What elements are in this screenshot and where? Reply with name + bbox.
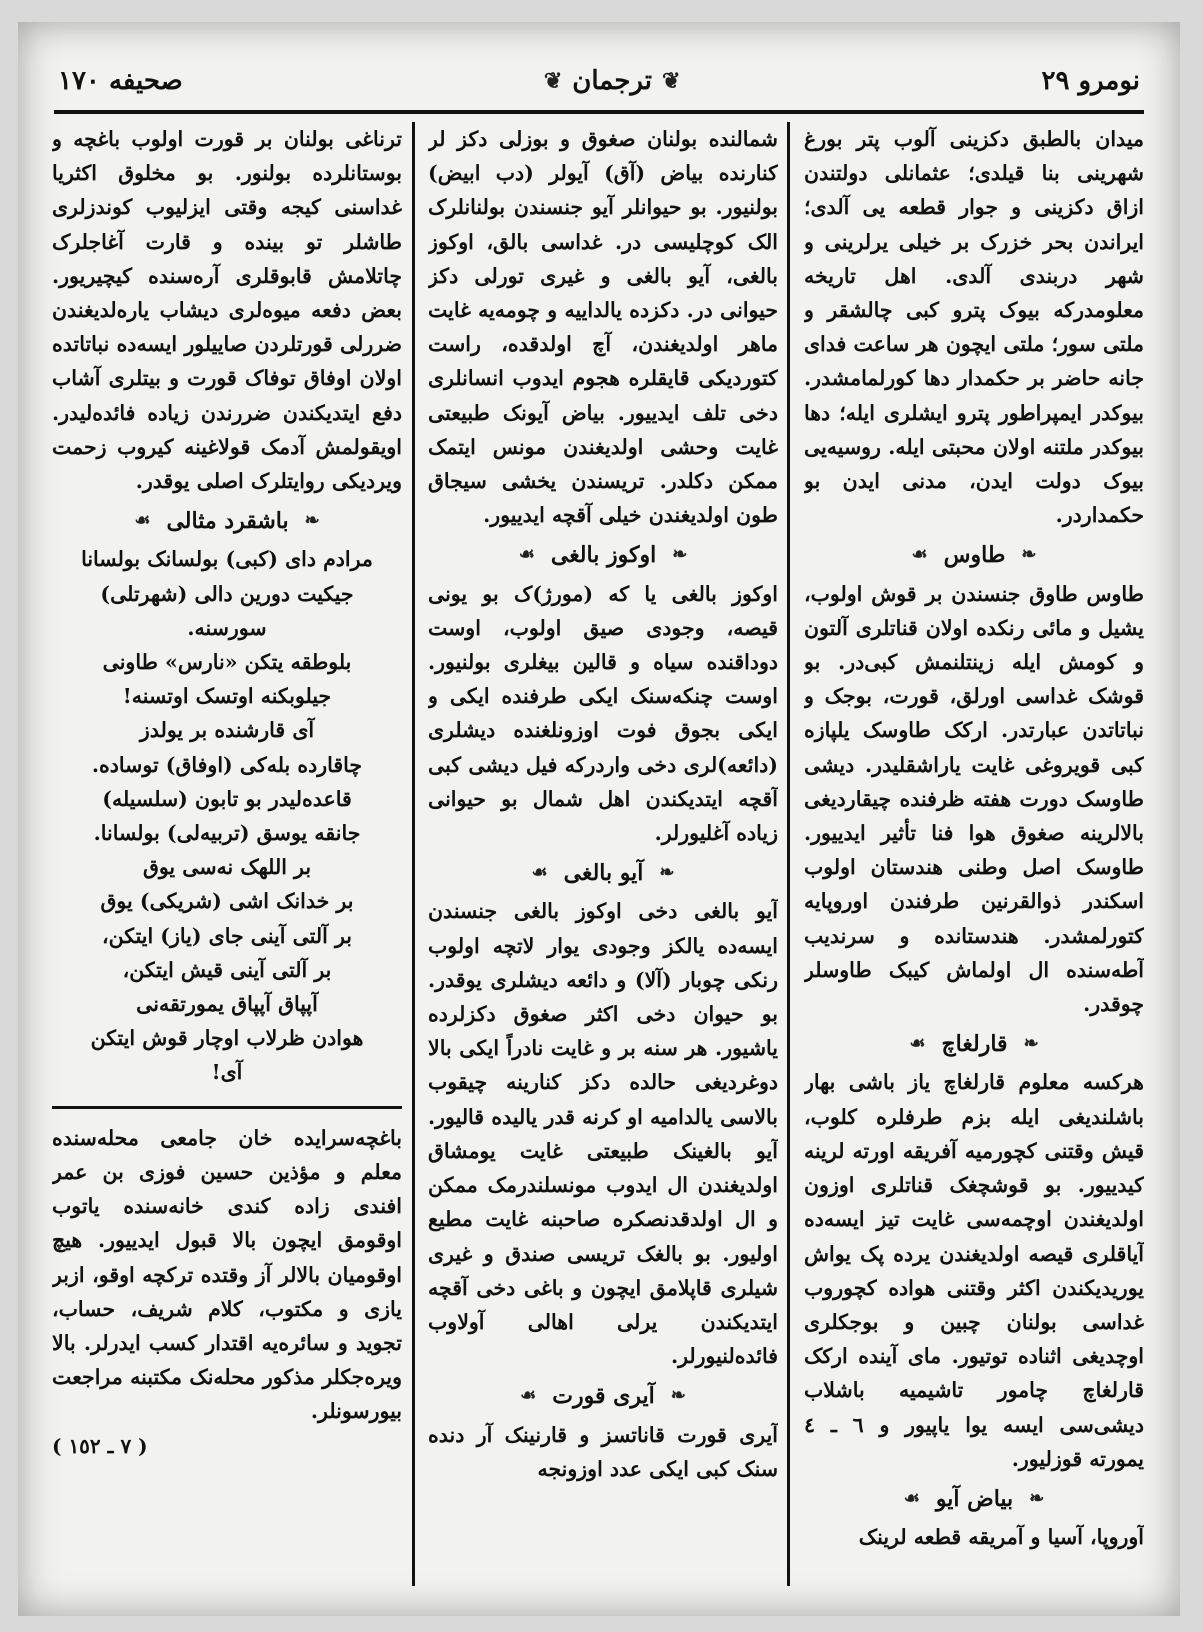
poem-line: بر آلتی آینی قیش ایتکن،: [122, 957, 332, 982]
article-text: طاوس طاوق جنسندن بر قوش اولوب، یشیل و مائی رنکده اولان قناتلری آلتون و کومش ایله زینتلنمش کبی‌در. بو قوشک غداسی اورلق، قورت، بوجک و نباتاتدن عبارتدر. ارکک طاوسک یلپازه کبی قویروغی غایت یاراشقلیدر. دیشی طاوسک دورت هفته ظرفنده چیقاردیغی بالالرینه صغوق هوا فنا تأثیر ایدییور. طاوسک اصل وطنی هندستان اولوب اسکندر ذوالقرنین طرفندن اوروپایه کتورلمشدر. هندستانده و سرندیب آطه‌سنده ال اولماش کیبک طاوسلر چوقدر.: [804, 581, 1144, 1017]
heading-walrus: اوکوز بالغی: [550, 542, 657, 569]
article-text: هرکسه معلوم قارلغاچ یاز باشی بهار باشلندیغی ایله بزم طرفلره کلوب، قیش وقتنی کچورمیه آفریقه اورته لرینه کیدییور. بو قوشچغک قناتلری اوزون اولدیغندن اوچمه‌سی غایت تیز ایسه‌ده آیاقلری قیصه اولدیغندن یرده پک یواش یوریدیکندن اکثر وقتنی هواده کچوروب غداسی بولنان چبین و بوجکلری اوچدیغی اثناده توتیور. مای آینده ارکک قارلغاچ چامور تاشیمیه باشلاب دیشی‌سی ایسه یوا یاپیور و ٦ ـ ٤ یمورته قوزلیور.: [804, 1070, 1144, 1471]
poem-line: بر اللهک نه‌سی یوق: [142, 855, 312, 880]
ornament-icon: ❧: [659, 862, 675, 884]
poem-line: مرادم دای (کبی) بولسانک بولسانا: [81, 547, 373, 572]
ornament-icon: ❧: [672, 544, 688, 566]
heading-peacock: طاوس: [943, 542, 1006, 569]
ornament-icon: ❧: [304, 510, 320, 532]
ornament-icon: ❦: [661, 68, 681, 94]
article-text: آوروپا، آسیا و آمریقه قطعه لرینک: [858, 1525, 1144, 1550]
page-number: صحیفه ١٧٠: [58, 66, 183, 96]
ornament-icon: ☙: [911, 544, 928, 566]
newspaper-page: [18, 22, 1180, 1616]
page-header: [58, 56, 1140, 106]
ornament-icon: ☙: [520, 1385, 537, 1407]
poem: [52, 542, 402, 1089]
column-right: [804, 122, 1144, 1586]
poem-line: آپپاق آپپاق یمورتقه‌نی: [136, 992, 318, 1017]
heading-white-bear: بیاض آیو: [935, 1485, 1014, 1512]
article-text: آیری قورت قاناتسز و قارنینک آر دنده سنک کبی ایکی عدد اوزونجه: [428, 1422, 778, 1481]
poem-line: قاعده‌لیدر بو تابون (سلسیله): [102, 786, 352, 811]
ornament-icon: ❧: [670, 1385, 686, 1407]
article-text: اوکوز بالغی یا که (مورژ)ک بو یونی قیصه، وجودی صیق اولوب، اوست دوداقنده سیاه و قالین بیغلری بولنیور. اوست چنکه‌سنک ایکی طرفنده ایکی و ایکی بجوق فوت اوزونلغنده دیشلری (دائعه)لری دخی واردرکه فیل دیشی کبی آقچه ایتدیکندن اهل شمال بو حیوانی زیاده آغلیورلر.: [428, 581, 778, 846]
heading-earwig: آیری قورت: [552, 1383, 655, 1410]
poem-line: بر آلتی آینی جای (یاز) ایتکن،: [102, 923, 352, 948]
poem-line: جیکیت دورین دالی (شهرتلی): [100, 581, 354, 606]
poem-line: بلوطقه یتکن «نارس» طاونی: [102, 650, 352, 675]
poem-line: سورسنه.: [187, 615, 267, 640]
heading-bashkir-proverb: باشقرد مثالی: [166, 508, 289, 535]
ornament-icon: ☙: [134, 510, 151, 532]
article-text: شمالنده بولنان صغوق و بوزلی دکز لر کنارنده بیاض (آق) آیولر (دب ابیض) بولنیور. بو حیوانلر آیو جنسندن بولنانلرک الک کوچلیسی در. غداسی بالق، اوکوز بالغی، آیو بالغی و غیری تورلی دکز حیوانی در. دکزده یالداییه و چومه‌یه غایت ماهر اولدیغندن، آچ اولدقده، راست کتوردیکی قایقلره هجوم ایدوب انسانلری دخی تلف ایدییور. بیاض آیونک طبیعتی غایت وحشی اولدیغندن مونس ایتمک ممکن دکلدر. تریسندن یخشی سیجاق طون اولدیغندن خیلی آقچه ایدییور.: [428, 127, 778, 528]
column-divider: [787, 122, 790, 1586]
poem-line: آی!: [211, 1060, 243, 1085]
ornament-icon: ❧: [1021, 544, 1037, 566]
column-middle: [428, 122, 778, 1586]
column-divider: [412, 122, 415, 1586]
poem-line: بر خدانک اشی (شریکی) یوق: [100, 889, 354, 914]
section-heading: [804, 1482, 1144, 1516]
advertisement-text: باغچه‌سرایده خان جامعی محله‌سنده معلم و مؤذین حسین فوزی بن عمر افندی زاده کندی خانه‌سنده یاتوب اوقومق ایچون بالا قبول ایدییور. هیچ اوقومیان بالالر آز وقتده ترکچه اوقو، ازبر یازی و مکتوب، کلام شریف، حساب، تجوید و سائره‌یه اقتدار کسب ایدرلر. بالا ویره‌جکلر مذکور محله‌نک مکتبنه مراجعت بیورسونلر.: [52, 1125, 402, 1424]
ornament-icon: ☙: [903, 1487, 920, 1509]
issue-number: نومرو ٢٩: [1041, 66, 1140, 96]
ornament-icon: ❧: [1029, 1487, 1045, 1509]
article-text: میدان بالطبق دکزینی آلوب پتر بورغ شهرینی بنا قیلدی؛ عثمانلی دولتندن ازاق دکزینی و جوار قطعه یی آلدی؛ ایراندن بحر خزرک بر خیلی یرلرینی و شهر دربندی آلدی. اهل تاریخه معلومدرکه بیوک پترو کبی چالشقر و ملتی سور؛ ملتی ایچون هر ساعت فدای جانه حاضر بر حکمدار دها کورلمامشدر. بیوکدر ایمپراطور پترو ایشلری ایله؛ دها بیوکدر ملتنه اولان محبتی ایله. روسیه‌یی بیوک دولت ایدن، مدنی ایدن بو حکمداردر.: [804, 127, 1144, 528]
ornament-icon: ❧: [1023, 1033, 1039, 1055]
section-heading: [804, 538, 1144, 572]
ornament-icon: ☙: [531, 862, 548, 884]
ad-reference-code: ( ٧ ـ ١٥٢ ): [52, 1433, 148, 1458]
poem-line: جانقه یوسق (تربیه‌لی) بولسانا.: [93, 821, 361, 846]
poem-line: جیلوبکنه اوتسک اوتسنه!: [122, 684, 332, 709]
newspaper-title: ترجمان: [572, 66, 652, 96]
section-heading: [428, 1379, 778, 1413]
column-left: [52, 122, 402, 1586]
section-heading: [428, 538, 778, 572]
section-heading: [428, 856, 778, 890]
heading-seal: آیو بالغی: [563, 860, 644, 887]
ornament-icon: ❦: [543, 68, 563, 94]
header-rule: [54, 110, 1144, 114]
section-heading: [52, 504, 402, 538]
ornament-icon: ☙: [909, 1033, 926, 1055]
ornament-icon: ☙: [518, 544, 535, 566]
article-text: ترناغی بولنان بر قورت اولوب باغچه و بوستانلرده بولنور. بو مخلوق اکثریا غداسنی کیجه وقتی ایزلیوب کوندزلری طاشلر تو بینده و قارت آغاجلرک چاتلامش قابوقلری آره‌سنده کیچیریور. بعض دفعه میوه‌لری دیشاب یاره‌لدیغندن ضررلی قورتلردن صاییلور ایسه‌ده نباتاتده اولان اوفاق توفاک قورت و بیتلری آشاب دفع ایتدیکندن ضررندن زیاده فائده‌لیدر. اویقولمش آدمک قولاغینه کیروب زحمت ویردیکی روایتلرک اصلی یوقدر.: [52, 127, 402, 494]
notice-rule: [52, 1106, 402, 1109]
poem-line: چاقارده بله‌کی (اوفاق) توساده.: [91, 752, 363, 777]
article-text: آیو بالغی دخی اوکوز بالغی جنسندن ایسه‌ده یالکز وجودی یوار لاتچه اولوب رنکی چوبار (آلا) و دائعه دیشلری یوقدر. بو حیوان دخی اکثر صغوق دکزلرده یاشیور. هر سنه بر و غایت نادراً ایکی بالا دوغردیغی حالده دکز کنارینه چیقوب بالاسی یالدامیه او کرنه قدر یالیده قالیور. آیو بالغینک طبیعتی غایت یومشاق اولدیغندن ال ایدوب مونسلندرمک ممکن و ال اولدقدنصکره صاحبنه غایت مطیع اولیور. بو بالغک تریسی صندق و غیری شیلری قاپلامق ایچون و باغی دخی آقچه ایتدیکندن یرلی اهالی آولاوب فائده‌لنیورلر.: [428, 899, 778, 1369]
poem-line: آی قارشنده بر یولدز: [139, 718, 315, 743]
poem-line: هوادن ظرلاب اوچار قوش ایتکن: [90, 1026, 364, 1051]
heading-swallow: قارلغاچ: [941, 1031, 1008, 1058]
section-heading: [804, 1027, 1144, 1061]
masthead: [544, 66, 681, 96]
